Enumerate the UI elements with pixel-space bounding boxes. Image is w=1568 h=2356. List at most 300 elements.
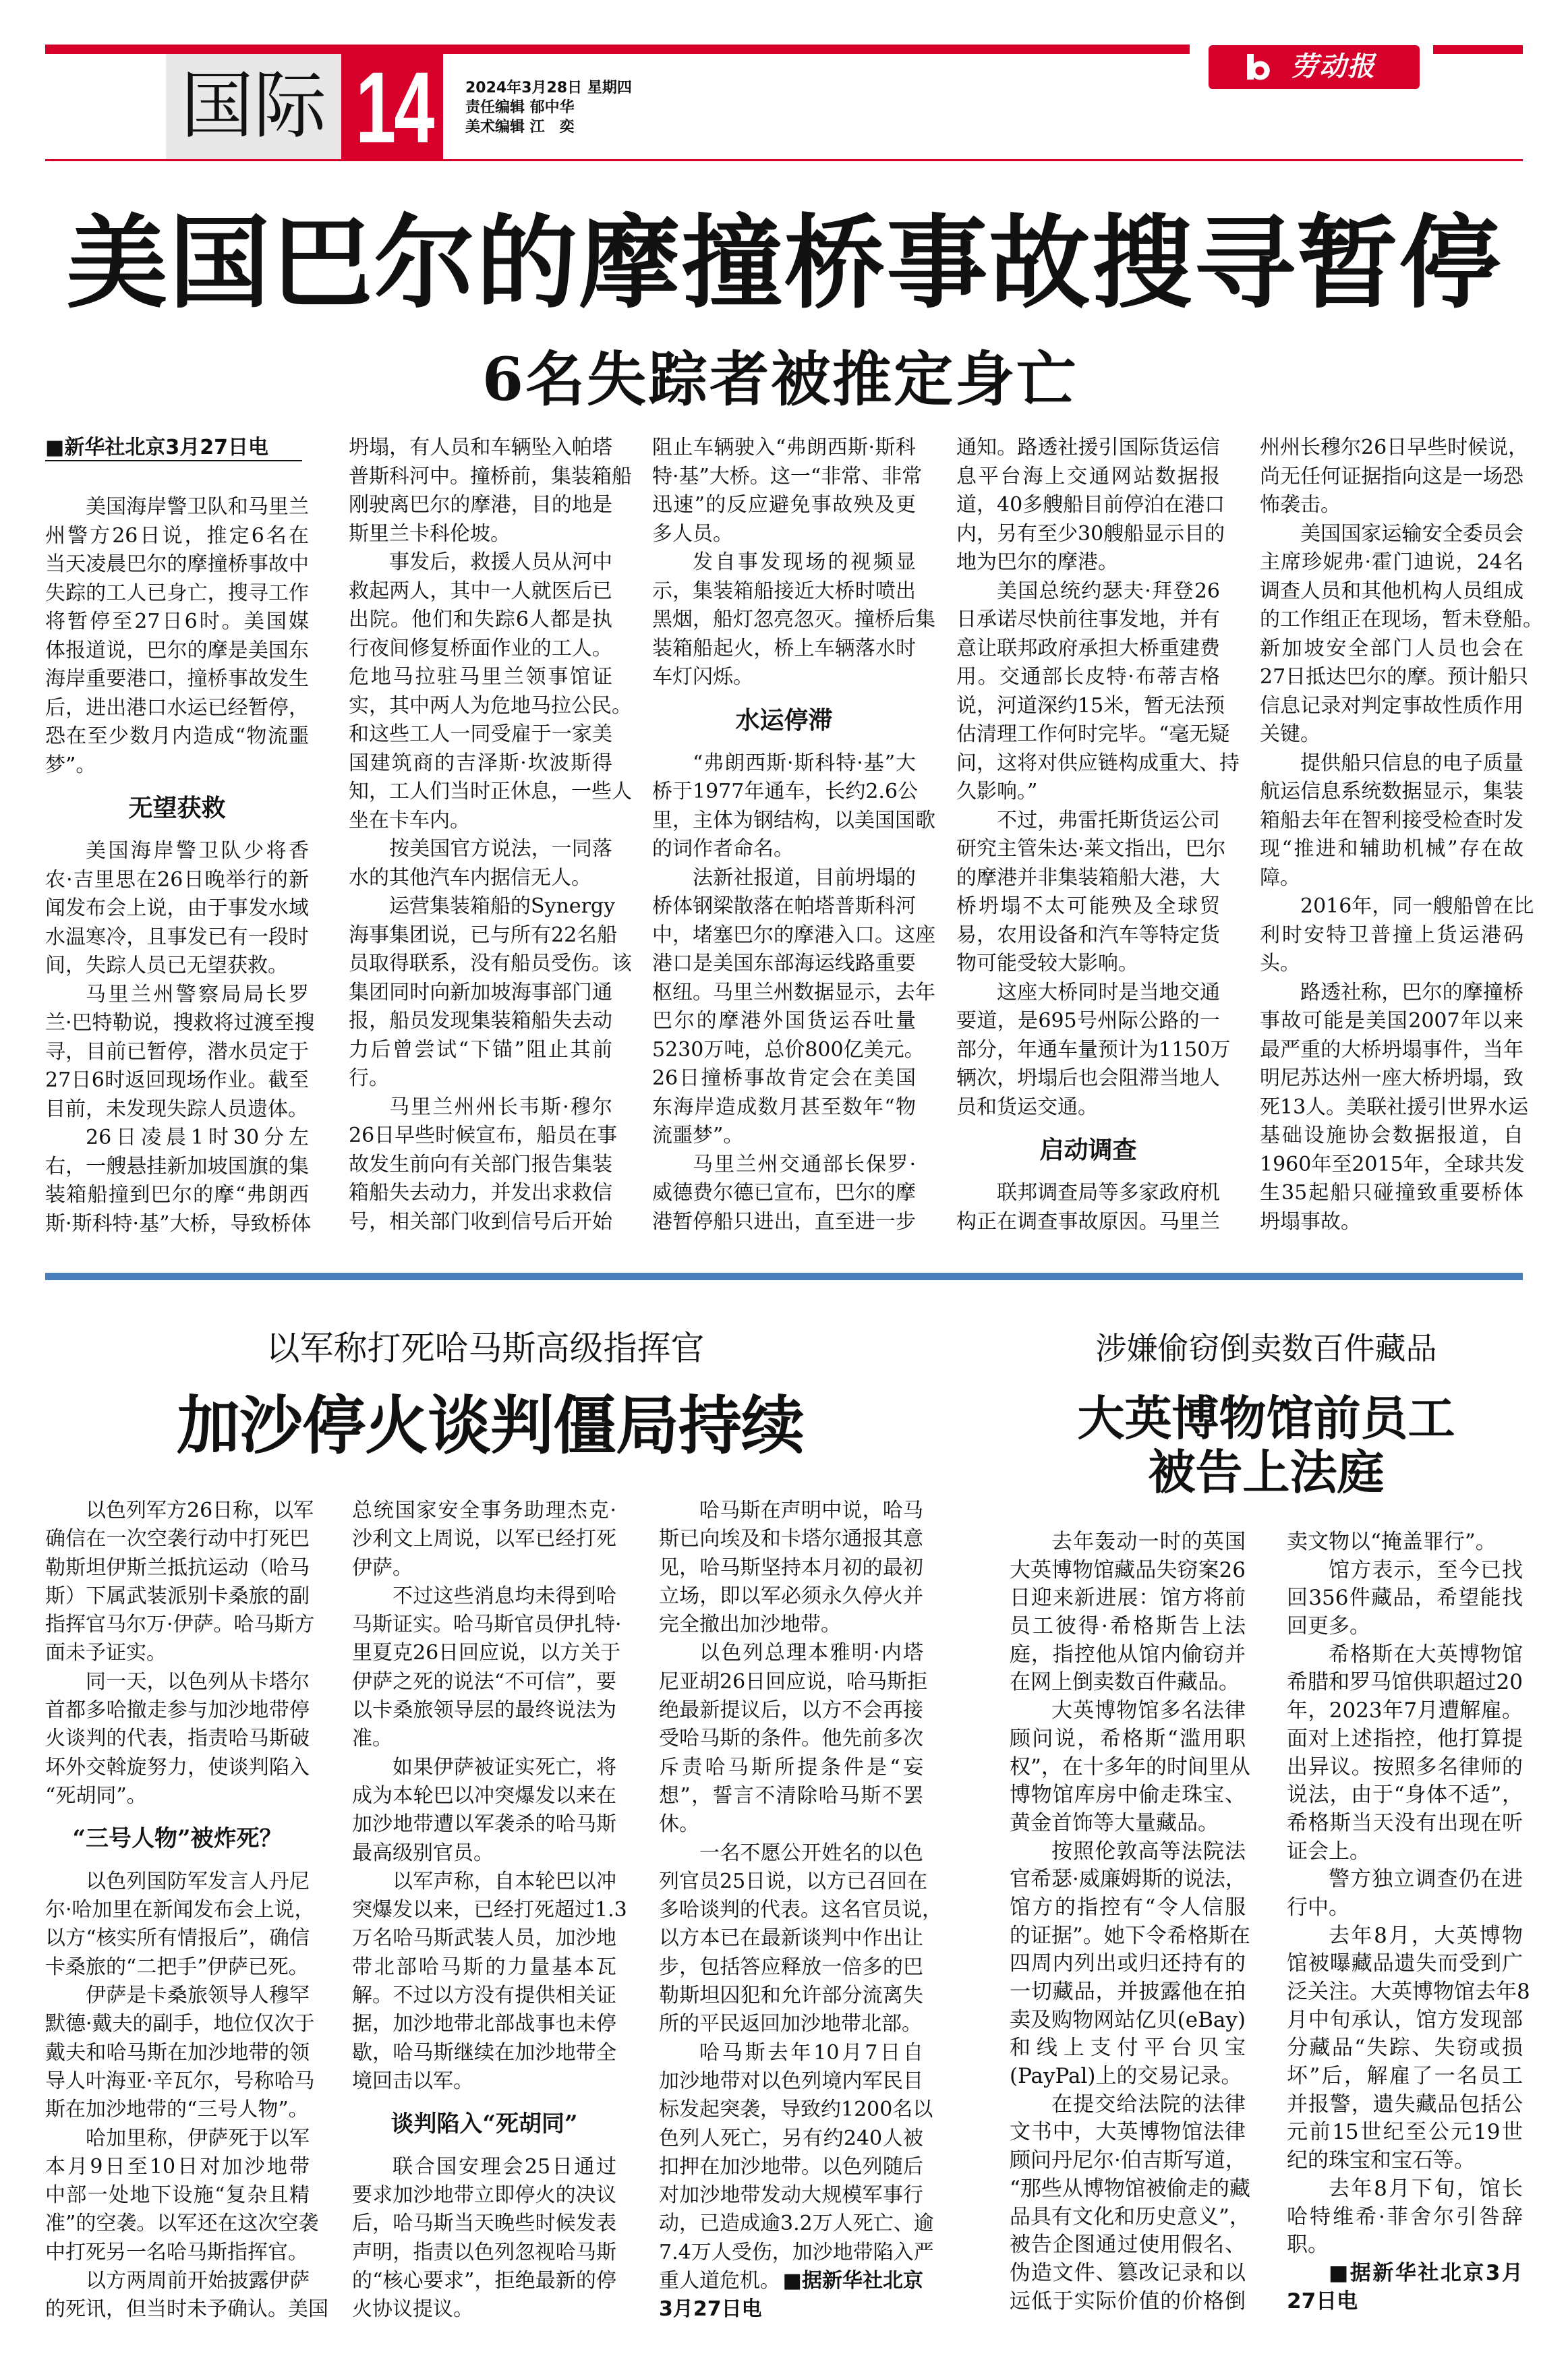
text-line: 加沙地带遭以军袭杀的哈马斯: [352, 1812, 616, 1837]
text-line: 年，2023年7月遭解雇。: [1287, 1698, 1523, 1723]
text-line: 提供船只信息的电子质量: [1300, 751, 1523, 775]
article-column: [659, 1497, 942, 2326]
text-line: 博物馆库房中偷走珠宝、: [1010, 1783, 1246, 1808]
paragraph: [659, 2039, 934, 2324]
text-line: 发自事发现场的视频显: [693, 550, 916, 574]
text-line: 联合国安理会25日通过: [393, 2154, 616, 2179]
text-line: 立场，即以军必须永久停火并: [659, 1584, 923, 1608]
paragraph: [659, 1839, 942, 2039]
text-line: 马里兰州交通部长保罗·: [693, 1152, 916, 1176]
text-line: 故发生前向有关部门报告集装: [349, 1152, 612, 1176]
article-column: [956, 434, 1240, 1236]
paragraph: [45, 981, 315, 1124]
text-line: 的“核心要求”，拒绝最新的停: [352, 2269, 616, 2293]
text-line: 歇，哈马斯继续在加沙地带全: [352, 2040, 616, 2065]
text-line: 馆方表示，至今已找: [1329, 1557, 1523, 1582]
text-line: 的证据”。她下令希格斯在: [1010, 1923, 1250, 1948]
gaza-headline: 加沙停火谈判僵局持续: [176, 1389, 804, 1463]
text-line: 斯）下属武装派别卡桑旅的副: [45, 1584, 310, 1608]
text-line: 卡桑旅的“二把手”伊萨已死。: [45, 1955, 309, 1979]
text-line: 海岸重要港口，撞桥事故发生: [45, 667, 309, 691]
issue-date: 2024年3月28日 星期四: [465, 80, 632, 96]
text-line: 桥于1977年通车，长约2.6公: [652, 780, 919, 803]
paragraph: [956, 979, 1231, 1122]
text-line: 尚无任何证据指向这是一场恐: [1260, 464, 1523, 488]
text-line: 这座大桥同时是当地交通: [997, 980, 1220, 1004]
text-line: 哈马斯在声明中说，哈马: [699, 1499, 923, 1522]
byline: ■据新华社北京: [782, 2269, 923, 2293]
byline: 3月27日电: [659, 2297, 762, 2322]
text-line: 箱船去年在智利接受检查时发: [1260, 808, 1523, 832]
text-line: 成为本轮巴以冲突爆发以来在: [352, 1783, 616, 1808]
text-line: 27日6时返回现场作业。截至: [45, 1068, 309, 1092]
text-line: 加沙地带对以色列境内军民目: [659, 2069, 923, 2093]
text-line: 日承诺尽快前往事发地，并有: [956, 608, 1220, 631]
text-line: 希格斯在大英博物馆: [1329, 1642, 1523, 1667]
paragraph: [349, 835, 612, 892]
text-line: 和这些工人一同受雇于一家美: [349, 722, 612, 746]
text-line: 声明，指责以色列忽视哈马斯: [352, 2240, 616, 2264]
text-line: 指挥官马尔万·伊萨。哈马斯方: [45, 1613, 315, 1637]
text-line: 以色列军方26日称，以军: [86, 1499, 314, 1522]
text-line: 去年轰动一时的英国: [1051, 1530, 1246, 1554]
text-line: 流噩梦”。: [652, 1124, 744, 1147]
text-line: 回356件藏品，希望能找: [1287, 1586, 1523, 1611]
text-line: 伊萨是卡桑旅领导人穆罕: [86, 1984, 310, 2008]
text-line: 7.4万人受伤，加沙地带陷入严: [659, 2240, 934, 2264]
text-line: [659, 2295, 923, 2324]
paragraph: [1287, 1922, 1530, 2175]
dateline-text: ■新华社北京3月27日电: [45, 436, 302, 461]
text-line: 州警方26日说，推定6名在: [45, 523, 309, 548]
text-line: “那些从博物馆被偷走的藏: [1010, 2176, 1250, 2201]
text-line: 地为巴尔的摩港。: [956, 550, 1118, 574]
text-line: 水的其他汽车内据信无人。: [349, 865, 591, 890]
text-line: 列官员25日说，以方已召回在: [659, 1869, 928, 1893]
text-line: 研究主管朱达·莱文指出，巴尔: [956, 837, 1226, 861]
text-line: 卖及购物网站亿贝(eBay): [1010, 2007, 1246, 2032]
museum-headline-line: 被告上法庭: [1148, 1444, 1385, 1500]
paragraph: [1260, 749, 1523, 893]
text-line: 以卡桑旅领导层的最终说法为: [352, 1698, 616, 1723]
text-line: 中部一处地下设施“复杂且精: [45, 2183, 310, 2208]
masthead-red-bar-right: [1433, 45, 1523, 54]
text-line: 调查人员和其他机构人员组成: [1260, 579, 1523, 603]
text-line: 大英博物馆多名法律: [1051, 1698, 1246, 1723]
text-line: 用。交通部长皮特·布蒂吉格: [956, 665, 1220, 689]
text-line: 关键。: [1260, 722, 1320, 746]
text-line: 中，堵塞巴尔的摩港入口。这座: [652, 923, 935, 947]
text-line: 不过，弗雷托斯货运公司: [997, 808, 1220, 832]
text-line: 权”，在十多年的时间里从: [1010, 1754, 1250, 1779]
article-column: [652, 434, 935, 1236]
text-line: 法新社报道，目前坍塌的: [693, 865, 916, 890]
paragraph: [45, 493, 309, 780]
text-line: 普斯科河中。撞桥前，集装箱船: [349, 464, 632, 488]
text-line: 报，船员发现集装箱船失去动: [349, 1009, 612, 1033]
article-column: [349, 434, 632, 1236]
text-line: 突爆发以来，已经打死超过1.3: [352, 1898, 627, 1922]
text-line: 构正在调查事故原因。马里兰: [956, 1209, 1220, 1234]
text-line: 斥责哈马斯所提条件是“妄: [659, 1755, 923, 1779]
page-number: 14: [355, 51, 433, 159]
text-line: 州州长穆尔26日早些时候说，: [1260, 436, 1529, 459]
paragraph: [352, 1497, 616, 1582]
paragraph: [45, 837, 309, 981]
text-line: 生35起船只碰撞致重要桥体: [1260, 1181, 1523, 1205]
text-line: 内，另有至少30艘船显示目的: [956, 521, 1225, 546]
text-line: 去年8月，大英博物: [1329, 1923, 1523, 1948]
text-line: 装箱船起火，桥上车辆落水时: [652, 636, 916, 660]
text-line: 沙利文上周说，以军已经打死: [352, 1527, 616, 1551]
text-line: 动，已造成逾3.2万人死亡、逾: [659, 2212, 934, 2236]
text-line: 装箱船撞到巴尔的摩“弗朗西: [45, 1183, 309, 1207]
text-line: 美国总统约瑟夫·拜登26: [997, 579, 1220, 603]
text-line: 勒斯坦囚犯和允许部分流离失: [659, 1984, 923, 2008]
text-line: 梦”。: [45, 753, 96, 777]
text-line: 马里兰州州长韦斯·穆尔: [389, 1095, 612, 1119]
text-line: 后，进出港口水运已经暂停，: [45, 695, 309, 720]
text-line: 员工彼得·希格斯告上法: [1010, 1614, 1246, 1639]
text-line: 在提交给法院的法律: [1051, 2092, 1246, 2117]
text-line: 中打死另一名哈马斯指挥官。: [45, 2240, 308, 2264]
text-line: 证会上。: [1287, 1839, 1370, 1864]
paragraph: [1010, 1838, 1250, 2091]
text-line: 1960年至2015年，全球共发: [1260, 1152, 1525, 1176]
paragraph: [1260, 892, 1534, 979]
paragraph: [1287, 2175, 1523, 2260]
text-line: ■据新华社北京3月: [1329, 2260, 1523, 2285]
text-line: 息平台海上交通网站数据报: [956, 464, 1220, 488]
text-line: 的死讯，但当时未予确认。美国: [45, 2297, 328, 2322]
text-line: (PayPal)上的交易记录。: [1010, 2064, 1242, 2089]
paragraph: [1287, 1557, 1523, 1641]
text-line: 箱船失去动力，并发出求救信: [349, 1181, 612, 1205]
text-line: 物可能受较大影响。: [956, 952, 1138, 975]
text-line: 斯·斯科特·基”大桥，导致桥体: [45, 1211, 312, 1236]
text-line: 在网上倒卖数百件藏品。: [1010, 1670, 1240, 1695]
text-line: 按美国官方说法，一同落: [389, 837, 612, 861]
text-line: 色列人死亡，另有约240人被: [659, 2126, 923, 2150]
text-line: 和线上支付平台贝宝: [1010, 2036, 1246, 2061]
text-line: 对加沙地带发动大规模军事行: [659, 2183, 923, 2208]
paragraph: [1260, 434, 1529, 520]
article-column: [1287, 1528, 1530, 2318]
text-line: 联邦调查局等多家政府机: [997, 1181, 1220, 1205]
text-line: 恐在至少数月内造成“物流噩: [45, 724, 309, 748]
text-line: 主席珍妮弗·霍门迪说，24名: [1260, 550, 1523, 574]
text-line: 道，40多艘船目前停泊在港口: [956, 493, 1225, 517]
text-line: 多哈谈判的代表。这名官员说，: [659, 1898, 942, 1922]
newspaper-name: 劳动报: [1291, 51, 1376, 82]
text-line: 问，这将对供应链构成重大、持: [956, 751, 1240, 775]
text-line: 文书中，大英博物馆法律: [1010, 2120, 1246, 2145]
text-line: 首都多哈撤走参与加沙地带停: [45, 1698, 310, 1723]
text-line: 完全撤出加沙地带。: [659, 1613, 841, 1637]
text-line: 利时安特卫普撞上货运港码: [1260, 923, 1523, 947]
text-line: 据，加沙地带北部战事也未停: [352, 2012, 616, 2036]
text-line: 寻，目前已暂停，潜水员定于: [45, 1039, 309, 1064]
text-line: 海事集团说，已与所有22名船: [349, 923, 618, 947]
text-line: 分藏品“失踪、失窃或损: [1287, 2036, 1523, 2061]
paragraph: [349, 1093, 618, 1237]
text-line: 斯里兰卡科伦坡。: [349, 521, 511, 546]
section-heading: 水运停滞: [735, 706, 833, 735]
text-line: 并报警，遗失藏品包括公: [1287, 2092, 1523, 2117]
text-line: 导人叶海亚·辛瓦尔，号称哈马: [45, 2069, 315, 2093]
paragraph: [45, 1668, 310, 1810]
text-line: 当天凌晨巴尔的摩撞桥事故中: [45, 552, 309, 576]
article-column: [1010, 1528, 1250, 2318]
text-line: 官希瑟·威廉姆斯的说法，: [1010, 1867, 1246, 1892]
text-line: 勒斯坦伊斯兰抵抗运动（哈马: [45, 1555, 310, 1580]
text-line: 出异议。按照多名律师的: [1287, 1754, 1523, 1779]
paragraph: [652, 1151, 916, 1237]
text-line: 障。: [1260, 865, 1300, 890]
text-line: 远低于实际价值的价格倒: [1010, 2289, 1246, 2314]
section-divider: [45, 1273, 1523, 1280]
paragraph: [659, 1639, 928, 1839]
text-line: 伊萨。: [352, 1555, 413, 1580]
text-line: 事故可能是美国2007年以来: [1260, 1009, 1523, 1033]
paragraph: [45, 1868, 315, 1982]
text-line: 怖袭击。: [1260, 493, 1341, 517]
paragraph: [45, 1124, 312, 1238]
text-line: 力后曾尝试“下锚”阻止其前: [349, 1037, 612, 1062]
text-line: 行中。: [1287, 1895, 1349, 1920]
lead-headline: 美国巴尔的摩撞桥事故搜寻暂停: [66, 204, 1502, 322]
b-mark-icon: [1246, 53, 1273, 81]
paragraph: [352, 1582, 622, 1754]
text-line: 闻发布会上说，由于事发水域: [45, 896, 309, 920]
text-line: 威德费尔德已宣布，巴尔的摩: [652, 1181, 916, 1205]
text-line: 目前，未发现失踪人员遗体。: [45, 1097, 308, 1121]
text-line: “死胡同”。: [45, 1783, 147, 1808]
text-line: 休。: [659, 1812, 699, 1837]
paragraph: [45, 1497, 315, 1668]
text-line: 顾问说，希格斯“滥用职: [1010, 1726, 1246, 1751]
text-line: 扣押在加沙地带。以色列随后: [659, 2154, 923, 2179]
text-line: 失踪的工人已身亡，搜寻工作: [45, 581, 309, 605]
masthead-rule: [45, 159, 1523, 161]
article-column: [45, 1497, 328, 2326]
text-line: 以军声称，自本轮巴以冲: [393, 1869, 616, 1893]
text-line: 按照伦敦高等法院法: [1051, 1839, 1246, 1864]
text-line: 坐在卡车内。: [349, 808, 470, 832]
section-heading: 无望获救: [128, 794, 226, 822]
text-line: 间，失踪人员已无望获救。: [45, 954, 288, 977]
text-line: 尔·哈加里在新闻发布会上说，: [45, 1898, 315, 1922]
text-line: 被告企图通过使用假名、: [1010, 2233, 1246, 2258]
text-line: 里，主体为钢结构，以美国国歌: [652, 808, 935, 832]
text-line: 的词作者命名。: [652, 837, 794, 861]
text-line: 要求加沙地带立即停火的决议: [352, 2183, 616, 2208]
art-editor: 美术编辑 江 奕: [465, 119, 575, 136]
paragraph: [45, 2267, 328, 2324]
text-line: 如果伊萨被证实死亡，将: [393, 1755, 616, 1779]
text-line: 的工作组正在现场，暂未登船。: [1260, 608, 1543, 631]
paragraph: [956, 434, 1225, 577]
paragraph: [956, 807, 1226, 979]
text-line: 以方本已在最新谈判中作出让: [659, 1926, 923, 1951]
text-line: 尼亚胡26日回应说，哈马斯拒: [659, 1669, 928, 1694]
text-line: 港暂停船只进出，直至进一步: [652, 1209, 916, 1234]
text-line: 桥体钢梁散落在帕塔普斯科河: [652, 894, 916, 918]
section-label-box: [166, 54, 341, 159]
text-line: 特·基”大桥。这一“非常、非常: [652, 464, 923, 488]
paragraph: [1010, 2091, 1250, 2316]
text-line: 通知。路透社援引国际货运信: [956, 436, 1220, 459]
text-line: 出院。他们和失踪6人都是执: [349, 608, 612, 631]
paragraph: [1287, 1641, 1523, 1866]
text-line: 阻止车辆驶入“弗朗西斯·斯科: [652, 436, 916, 459]
text-line: 港口是美国东部海运线路重要: [652, 952, 916, 975]
text-line: 馆方的指控有“令人信服: [1010, 1895, 1246, 1920]
text-line: 巴尔的摩港外国货运吞吐量: [652, 1009, 916, 1033]
museum-kicker: 涉嫌偷窃倒卖数百件藏品: [1095, 1330, 1437, 1367]
text-line: 以方两周前开始披露伊萨: [86, 2269, 310, 2293]
paragraph: [45, 2125, 319, 2267]
text-line: 路透社称，巴尔的摩撞桥: [1300, 980, 1523, 1004]
text-line: 现“推进和辅助机械”存在故: [1260, 837, 1523, 861]
text-line: 事发后，救援人员从河中: [389, 550, 612, 574]
text-line: 顾问丹尼尔·伯吉斯写道，: [1010, 2148, 1246, 2173]
text-line: 万名哈马斯武装人员，加沙地: [352, 1926, 616, 1951]
text-line: 迅速”的反应避免事故殃及更: [652, 493, 916, 517]
text-line: 去年8月下旬，馆长: [1329, 2176, 1523, 2201]
text-line: 一切藏品，并披露他在拍: [1010, 1980, 1246, 2004]
text-line: 危地马拉驻马里兰领事馆证: [349, 665, 612, 689]
text-line: 久影响。”: [956, 780, 1038, 803]
text-line: 境回击以军。: [352, 2069, 473, 2093]
text-line: 伪造文件、篡改记录和以: [1010, 2260, 1246, 2285]
paragraph: [1260, 520, 1543, 749]
text-line: 警方独立调查仍在进: [1329, 1867, 1523, 1892]
paragraph: [652, 434, 923, 548]
text-line: 斯在加沙地带的“三号人物”。: [45, 2098, 309, 2122]
text-line: 准”的空袭。以军还在这次空袭: [45, 2212, 319, 2236]
text-line: 面未予证实。: [45, 1641, 167, 1665]
text-line: 见，哈马斯坚持本月初的最初: [659, 1555, 923, 1580]
text-line: 大英博物馆藏品失窃案26: [1010, 1557, 1246, 1582]
text-line: 美国国家运输安全委员会: [1300, 521, 1523, 546]
text-line: 想”，誓言不清除哈马斯不罢: [659, 1783, 923, 1808]
text-line: 知，工人们当时正休息，一些人: [349, 780, 632, 803]
paragraph: [956, 1179, 1220, 1236]
text-line: 斯已向埃及和卡塔尔通报其意: [659, 1527, 923, 1551]
text-line: 多人员。: [652, 521, 733, 546]
text-line: 纪的珠宝和宝石等。: [1287, 2148, 1475, 2173]
text-line: 回更多。: [1287, 1614, 1370, 1639]
text-line: 航运信息系统数据显示，集装: [1260, 780, 1523, 803]
text-line: 头。: [1260, 952, 1300, 975]
paragraph: [956, 577, 1240, 807]
text-line: 哈特维希·菲舍尔引咎辞: [1287, 2204, 1523, 2229]
text-line: 枢纽。马里兰州数据显示，去年: [652, 980, 935, 1004]
article-column: [1260, 434, 1543, 1236]
text-line: 元前15世纪至公元19世: [1287, 2120, 1523, 2145]
paragraph: [652, 864, 935, 1151]
text-line: 同一天，以色列从卡塔尔: [86, 1669, 310, 1694]
section-heading: 启动调查: [1039, 1136, 1137, 1164]
article-column: [45, 434, 315, 1236]
paragraph: [352, 1868, 627, 2096]
text-line: 实，其中两人为危地马拉公民。: [349, 693, 632, 718]
lead-subheadline: 6名失踪者被推定身亡: [482, 344, 1078, 414]
paragraph: [349, 548, 632, 835]
text-line: 庭，指控他从馆内偷窃并: [1010, 1642, 1246, 1667]
text-line: 品具有文化和历史意义”，: [1010, 2204, 1250, 2229]
text-line: 说法，由于“身体不适”，: [1287, 1783, 1523, 1808]
paragraph: [349, 892, 632, 1093]
text-line: 集团同时向新加坡海事部门通: [349, 980, 612, 1004]
text-line: 所的平民返回加沙地带北部。: [659, 2012, 922, 2036]
text-line: 救起两人，其中一人就医后已: [349, 579, 612, 603]
paragraph: [1010, 1528, 1246, 1697]
page-number-box: [341, 45, 443, 159]
text-line: 职。: [1287, 2233, 1329, 2258]
text-line: 易，农用设备和汽车等特定货: [956, 923, 1220, 947]
newspaper-logo: [1209, 45, 1420, 89]
section-heading: 谈判陷入“死胡同”: [390, 2110, 578, 2138]
text-line: 后，哈马斯当天晚些时候发表: [352, 2212, 616, 2236]
paragraph: [1287, 1866, 1523, 1922]
text-line: 示，集装箱船接近大桥时喷出: [652, 579, 916, 603]
text-line: 辆次，坍塌后也会阻滞当地人: [956, 1066, 1220, 1090]
text-line: 以色列总理本雅明·内塔: [699, 1641, 923, 1665]
text-line: 面对上述指控，他打算提: [1287, 1726, 1523, 1751]
text-line: 信息记录对判定事故性质作用: [1260, 693, 1523, 718]
text-line: 一名不愿公开姓名的以色: [699, 1841, 923, 1865]
text-line: [659, 2267, 923, 2295]
text-line: 哈加里称，伊萨死于以军: [86, 2126, 310, 2150]
section-heading: “三号人物”被炸死？: [72, 1825, 283, 1853]
text-line: 以色列国防军发言人丹尼: [86, 1869, 310, 1893]
text-line: 27日抵达巴尔的摩。预计船只: [1260, 665, 1529, 689]
text-line: 员取得联系，没有船员受伤。该: [349, 952, 632, 975]
text-line: 国建筑商的吉泽斯·坎波斯得: [349, 751, 612, 775]
text-line: 绝最新提议后，以方不会再接: [659, 1698, 923, 1723]
text-line: 受哈马斯的条件。他先前多次: [659, 1727, 923, 1751]
text-line: 刚驶离巴尔的摩港，目的地是: [349, 493, 612, 517]
text-line: 希腊和罗马馆供职超过20: [1287, 1670, 1523, 1695]
text-line: 东海岸造成数月甚至数年“物: [652, 1095, 916, 1119]
text-line: 农·吉里思在26日晚举行的新: [45, 867, 309, 892]
text-line: 马斯证实。哈马斯官员伊扎特·: [352, 1613, 622, 1637]
text-line: 本月9日至10日对加沙地带: [45, 2154, 310, 2179]
text-line: 希格斯当天没有出现在听: [1287, 1810, 1523, 1835]
text-line: 桥坍塌不太可能殃及全球贸: [956, 894, 1220, 918]
text-line: 泛关注。大英博物馆去年8: [1287, 1980, 1530, 2004]
text-line: 死13人。美联社援引世界水运: [1260, 1095, 1529, 1119]
text-line: 5230万吨，总价800亿美元。: [652, 1037, 925, 1062]
text-line: 说，河道深约15米，暂无法预: [956, 693, 1225, 718]
text-line: 兰·巴特勒说，搜救将过渡至搜: [45, 1011, 315, 1035]
text-line: 2016年，同一艘船曾在比: [1300, 894, 1534, 918]
text-line: 估清理工作何时完毕。“毫无疑: [956, 722, 1230, 746]
text-line: 坍塌事故。: [1260, 1209, 1361, 1234]
text-line: 坏”后，解雇了一名员工: [1287, 2064, 1523, 2089]
text-line: 火协议提议。: [352, 2297, 473, 2322]
text-line: 不过这些消息均未得到哈: [393, 1584, 616, 1608]
text-line: 卖文物以“掩盖罪行”。: [1287, 1530, 1497, 1554]
text-line: 总统国家安全事务助理杰克·: [352, 1499, 616, 1522]
paragraph: [45, 1982, 315, 2124]
text-line: 解。不过以方没有提供相关证: [352, 1984, 616, 2008]
text-line: 马里兰州警察局局长罗: [86, 982, 309, 1006]
text-line: 馆被曝藏品遗失而受到广: [1287, 1951, 1523, 1976]
museum-headline: [1010, 1391, 1523, 1499]
